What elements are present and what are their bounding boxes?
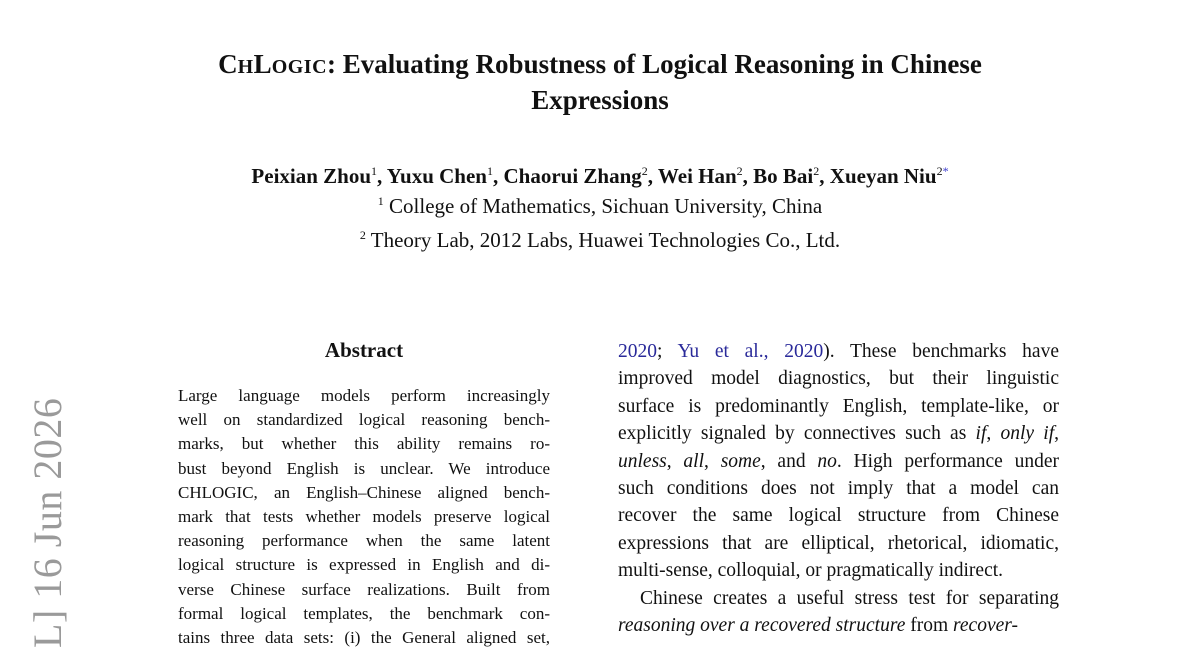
- title-sc-c: C: [218, 49, 238, 79]
- text-fragment: ). These benchmarks have: [823, 341, 1059, 362]
- text-fragment: ;: [657, 341, 678, 362]
- title-line-1: [150, 48, 1050, 84]
- title-sc-ogic: OGIC: [271, 56, 328, 78]
- author-name: Yuxu Chen: [386, 164, 487, 188]
- author-affil-mark: 2: [936, 164, 943, 178]
- title-line-2: Expressions: [531, 85, 669, 115]
- text-fragment: ,: [666, 450, 684, 472]
- intro-line: improved model diagnostics, but their linguistic: [618, 368, 1059, 390]
- affiliation-2: [100, 222, 1100, 253]
- author-affil-mark: 1: [371, 164, 378, 178]
- affiliation-1: [100, 188, 1100, 219]
- emphasis: only if: [1000, 423, 1055, 445]
- emphasis: if: [975, 423, 987, 445]
- abstract-line: marks, but whether this ability remains ro-: [178, 434, 550, 454]
- title-sc-h: H: [237, 56, 254, 78]
- abstract-body: [178, 384, 550, 650]
- intro-line: [618, 448, 1059, 475]
- citation-link[interactable]: 2020: [618, 341, 657, 362]
- abstract-line: bust beyond English is unclear. We introduce: [178, 458, 550, 478]
- intro-line: such conditions does not imply that a model can: [618, 478, 1059, 500]
- title-rest: : Evaluating Robustness of Logical Reasoning in Chinese: [327, 49, 982, 79]
- intro-line: surface is predominantly English, template-like, or: [618, 395, 1059, 417]
- intro-line: Chinese creates a useful stress test for separating: [640, 587, 1059, 609]
- author-name: Xueyan Niu: [829, 164, 937, 188]
- author-affil-mark: 2: [736, 164, 743, 178]
- text-fragment: from: [905, 615, 954, 637]
- intro-line: multi-sense, colloquial, or pragmatically indirect.: [618, 560, 1004, 582]
- title-sc-l: L: [253, 49, 272, 79]
- author-name: Peixian Zhou: [251, 164, 372, 188]
- abstract-line: mark that tests whether models preserve logical: [178, 507, 550, 527]
- intro-column: [618, 338, 1059, 639]
- abstract-line: Large language models perform increasingly: [178, 386, 550, 405]
- author-list: Peixian Zhou$^1$, Yuxu Chen$^1$, Chaorui Zhang$^2$, Wei Han$^2$, Bo Bai$^2$, Xueyan Niu$^{2*}$: [251, 164, 949, 188]
- author-name: Chaorui Zhang: [503, 164, 642, 188]
- arxiv-sidebar-stamp: L] 16 Jun 2026: [25, 397, 70, 648]
- emphasis: some: [720, 450, 761, 472]
- abstract-line: CHLOGIC, an English–Chinese aligned bench-: [178, 482, 550, 502]
- text-fragment: . High performance under: [836, 450, 1060, 472]
- author-name: Bo Bai: [753, 164, 814, 188]
- abstract-heading: Abstract: [324, 338, 404, 362]
- abstract-line: reasoning performance when the same latent: [178, 531, 550, 551]
- text-fragment: , and: [760, 450, 818, 472]
- author-affil-mark: 2: [641, 164, 648, 178]
- corresponding-author-link[interactable]: *: [942, 164, 949, 178]
- abstract-line: well on standardized logical reasoning bench-: [178, 410, 550, 430]
- abstract-line: verse Chinese surface realizations. Built from: [178, 579, 550, 599]
- abstract-line: formal logical templates, the benchmark con-: [178, 603, 550, 623]
- text-fragment: ,: [986, 423, 1001, 445]
- author-name: Wei Han: [657, 164, 737, 188]
- emphasis: no: [817, 450, 837, 472]
- intro-line: recover the same logical structure from Chinese: [618, 505, 1059, 527]
- emphasis: reasoning over a recovered structure: [618, 615, 906, 637]
- paper-title: [150, 48, 1050, 117]
- author-affil-mark: 1: [486, 164, 493, 178]
- affiliation-mark: 2: [359, 228, 366, 242]
- intro-line: [618, 338, 1059, 365]
- intro-line: expressions that are elliptical, rhetorical, idiomatic,: [618, 532, 1059, 554]
- text-fragment: ,: [1054, 423, 1059, 445]
- abstract-line: logical structure is expressed in English and di-: [178, 555, 550, 575]
- affiliation-text: College of Mathematics, Sichuan University, China: [389, 194, 823, 218]
- emphasis: all: [683, 450, 705, 472]
- text-fragment: ,: [704, 450, 721, 472]
- emphasis: unless: [618, 450, 667, 472]
- intro-line: [618, 420, 1059, 447]
- affiliation-text: Theory Lab, 2012 Labs, Huawei Technologies Co., Ltd.: [370, 228, 841, 252]
- emphasis: recover-: [953, 615, 1018, 637]
- abstract-line: tains three data sets: (i) the General aligned set,: [178, 628, 550, 648]
- affiliation-mark: 1: [377, 194, 384, 208]
- intro-line: [618, 612, 1059, 639]
- author-affil-mark: 2: [813, 164, 820, 178]
- text-fragment: explicitly signaled by connectives such as: [618, 423, 976, 445]
- citation-link[interactable]: Yu et al., 2020: [677, 341, 824, 362]
